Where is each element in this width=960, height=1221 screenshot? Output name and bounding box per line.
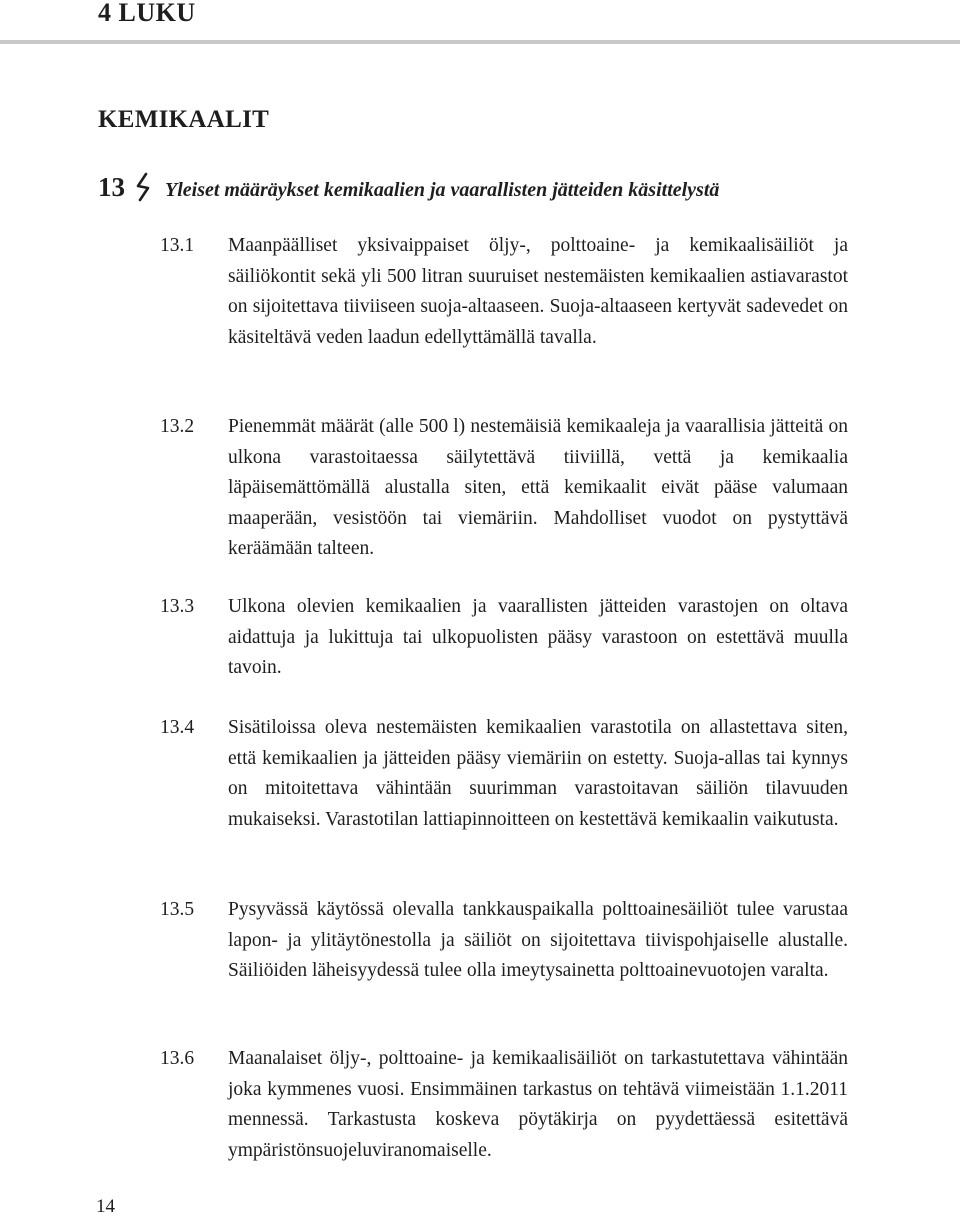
section-sign-icon — [135, 172, 151, 202]
page-number: 14 — [96, 1196, 115, 1217]
clause-number: 13.1 — [160, 235, 195, 256]
chapter-title: 4 LUKU — [98, 0, 196, 27]
chapter-header — [0, 0, 960, 44]
clause-text: Maanpäälliset yksivaippaiset öljy-, polttoaine- ja kemikaalisäiliöt ja säiliökontit sekä yli 500 litran suuruiset nestemäisten kemikaalien astiavarastot on sijoitettava tiiviiseen suoja-altaaseen. Suoja-altaaseen kertyvät sadevedet on käsiteltävä veden laadun edellyttämällä tavalla. — [228, 235, 848, 348]
section-title: KEMIKAALIT — [98, 106, 270, 133]
rule-number: 13 — [98, 172, 125, 202]
clause-number: 13.4 — [160, 717, 195, 738]
clause-number: 13.5 — [160, 899, 195, 920]
clause-text: Maanalaiset öljy-, polttoaine- ja kemikaalisäiliöt on tarkastutettava vähintään joka kymmenes vuosi. Ensimmäinen tarkastus on tehtävä viimeistään 1.1.2011 mennessä. Tarkastusta koskeva pöytäkirja on pyydettäessä esitettävä ympäristönsuojeluviranomaiselle. — [228, 1048, 848, 1161]
clause-text: Ulkona olevien kemikaalien ja vaarallisten jätteiden varastojen on oltava aidattuja ja lukittuja tai ulkopuolisten pääsy varastoon on estettävä muulla tavoin. — [228, 596, 848, 678]
rule-heading — [98, 166, 719, 203]
clause-number: 13.6 — [160, 1048, 195, 1069]
rule-title: Yleiset määräykset kemikaalien ja vaarallisten jätteiden käsittelystä — [165, 179, 720, 201]
clause-text: Sisätiloissa oleva nestemäisten kemikaalien varastotila on allastettava siten, että kemikaalien ja jätteiden pääsy viemäriin on estetty. Suoja-allas tai kynnys on mitoitettava vähintään suurimman varastoitavan säiliön tilavuuden mukaiseksi. Varastotilan lattiapinnoitteen on kestettävä kemikaalin vaikutusta. — [228, 717, 848, 830]
clause-number: 13.2 — [160, 416, 195, 437]
clause-text: Pysyvässä käytössä olevalla tankkauspaikalla polttoainesäiliöt tulee varustaa lapon- ja ylitäytönestolla ja säiliöt on sijoitettava tiivispohjaiselle alustalle. Säiliöiden läheisyydessä tulee olla imeytysainetta polttoainevuotojen varalta. — [228, 899, 848, 981]
clause-number: 13.3 — [160, 596, 195, 617]
clause-text: Pienemmät määrät (alle 500 l) nestemäisiä kemikaaleja ja vaarallisia jätteitä on ulkona varastoitaessa säilytettävä tiiviillä, vettä ja kemikaalia läpäisemättömällä alustalla siten, että kemikaalit eivät pääse valumaan maaperään, vesistöön tai viemäriin. Mahdolliset vuodot on pystyttävä keräämään talteen. — [228, 416, 848, 559]
